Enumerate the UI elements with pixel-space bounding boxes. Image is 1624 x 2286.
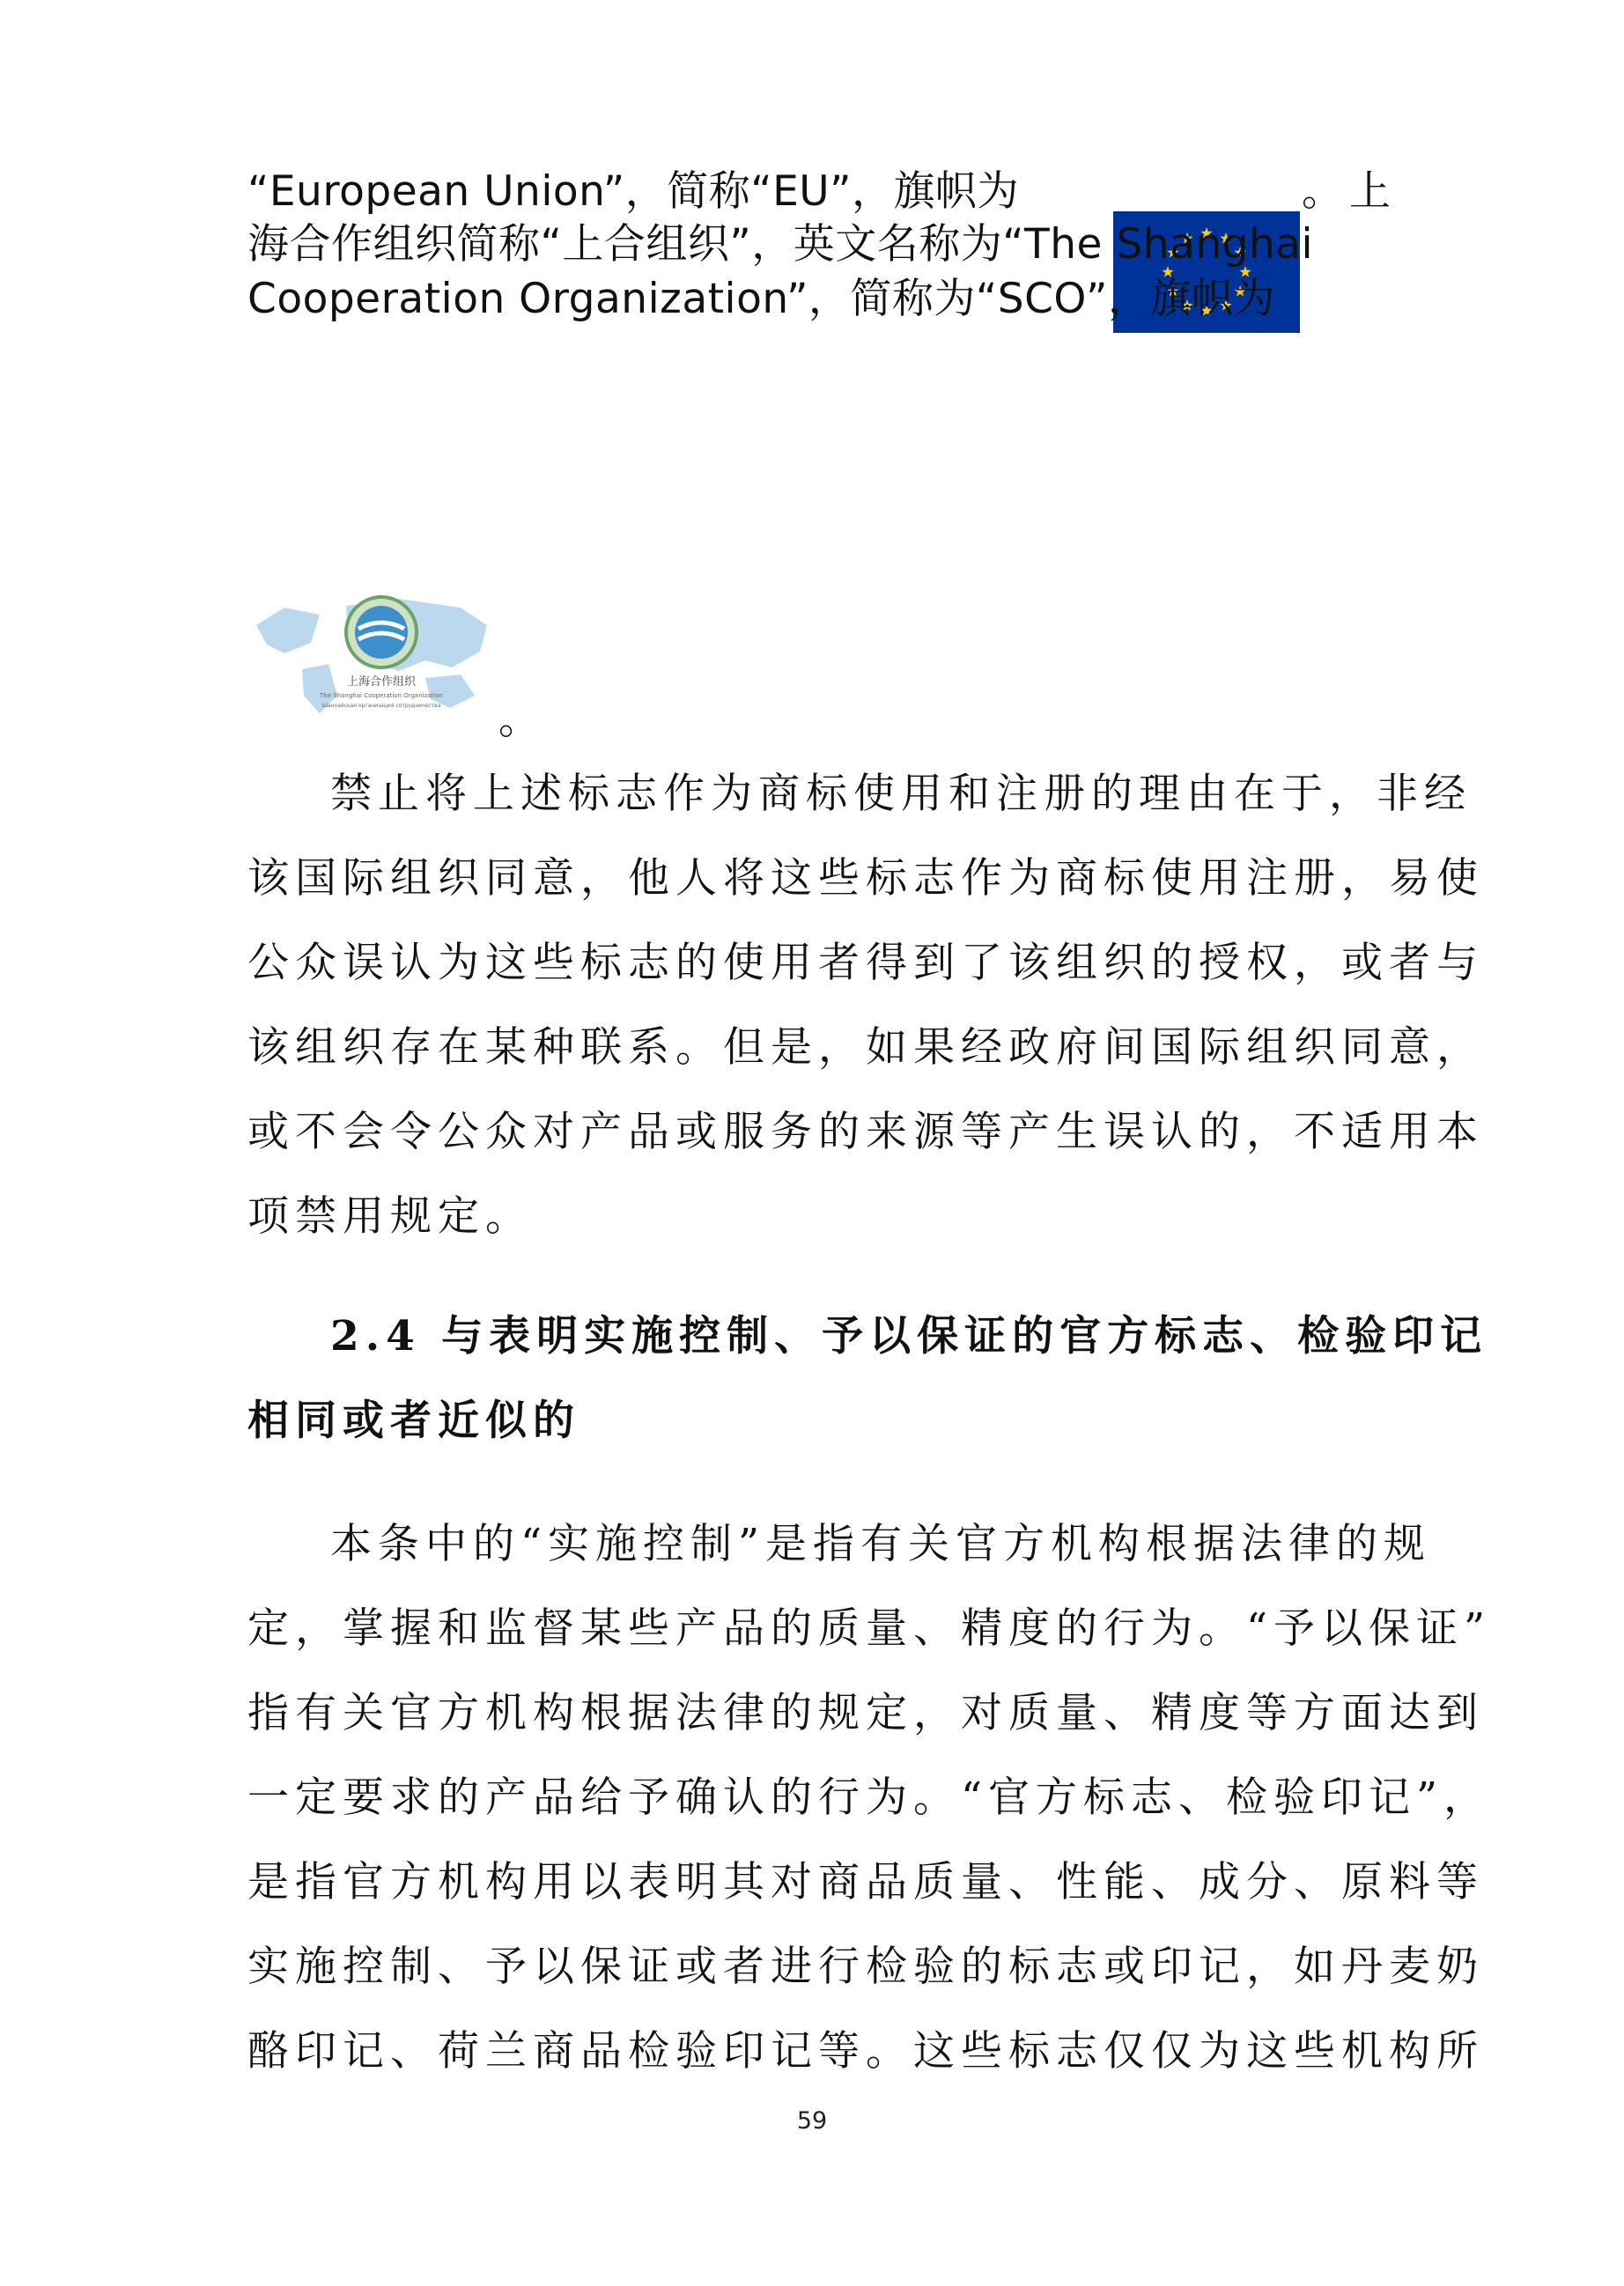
paragraph-line: 公众误认为这些标志的使用者得到了该组织的授权，或者与: [247, 939, 1484, 987]
text-eu-tail: 。上: [1302, 167, 1397, 216]
paragraph-line: 一定要求的产品给予确认的行为。“官方标志、检验印记”，: [247, 1773, 1492, 1822]
paragraph-line: 该国际组织同意，他人将这些标志作为商标使用注册，易使: [247, 854, 1484, 903]
paragraph-line: 项禁用规定。: [247, 1192, 533, 1241]
text-line: [1302, 166, 1407, 218]
paragraph-line: 指有关官方机构根据法律的规定，对质量、精度等方面达到: [247, 1689, 1484, 1737]
paragraph-line: 酪印记、荷兰商品检验印记等。这些标志仅仅为这些机构所: [247, 2027, 1484, 2076]
paragraph-line: 本条中的“实施控制”是指有关官方机构根据法律的规: [330, 1520, 1432, 1568]
text-line: [247, 166, 1392, 218]
text-eu-definition: “European Union”，简称“EU”，旗帜为: [247, 167, 1020, 216]
sco-flag-image: [249, 590, 498, 722]
paragraph-line: 定，掌握和监督某些产品的质量、精度的行为。“予以保证”: [247, 1604, 1492, 1653]
paragraph-line: 实施控制、予以保证或者进行检验的标志或印记，如丹麦奶: [247, 1943, 1484, 1991]
text-line: 海合作组织简称“上合组织”，英文名称为“The Shanghai: [247, 220, 1314, 269]
paragraph-line: 或不会令公众对产品或服务的来源等产生误认的，不适用本: [247, 1108, 1484, 1156]
page-number: 59: [796, 2107, 828, 2135]
section-heading: 相同或者近似的: [247, 1397, 580, 1445]
section-heading: 2.4 与表明实施控制、予以保证的官方标志、检验印记: [330, 1312, 1488, 1361]
sco-logo-cn: 上海合作组织: [346, 675, 417, 689]
paragraph-line: 是指官方机构用以表明其对商品质量、性能、成分、原料等: [247, 1858, 1484, 1906]
sco-logo-en: The Shanghai Cooperation Organization: [320, 692, 443, 699]
sco-logo-ru: Шанхайская организация сотрудничества: [321, 703, 441, 709]
text-line: Cooperation Organization”，简称为“SCO”，旗帜为: [247, 275, 1275, 323]
paragraph-line: 该组织存在某种联系。但是，如果经政府间国际组织同意，: [247, 1023, 1484, 1072]
text-line: 。: [498, 696, 546, 744]
paragraph-line: 禁止将上述标志作为商标使用和注册的理由在于，非经: [330, 770, 1472, 818]
